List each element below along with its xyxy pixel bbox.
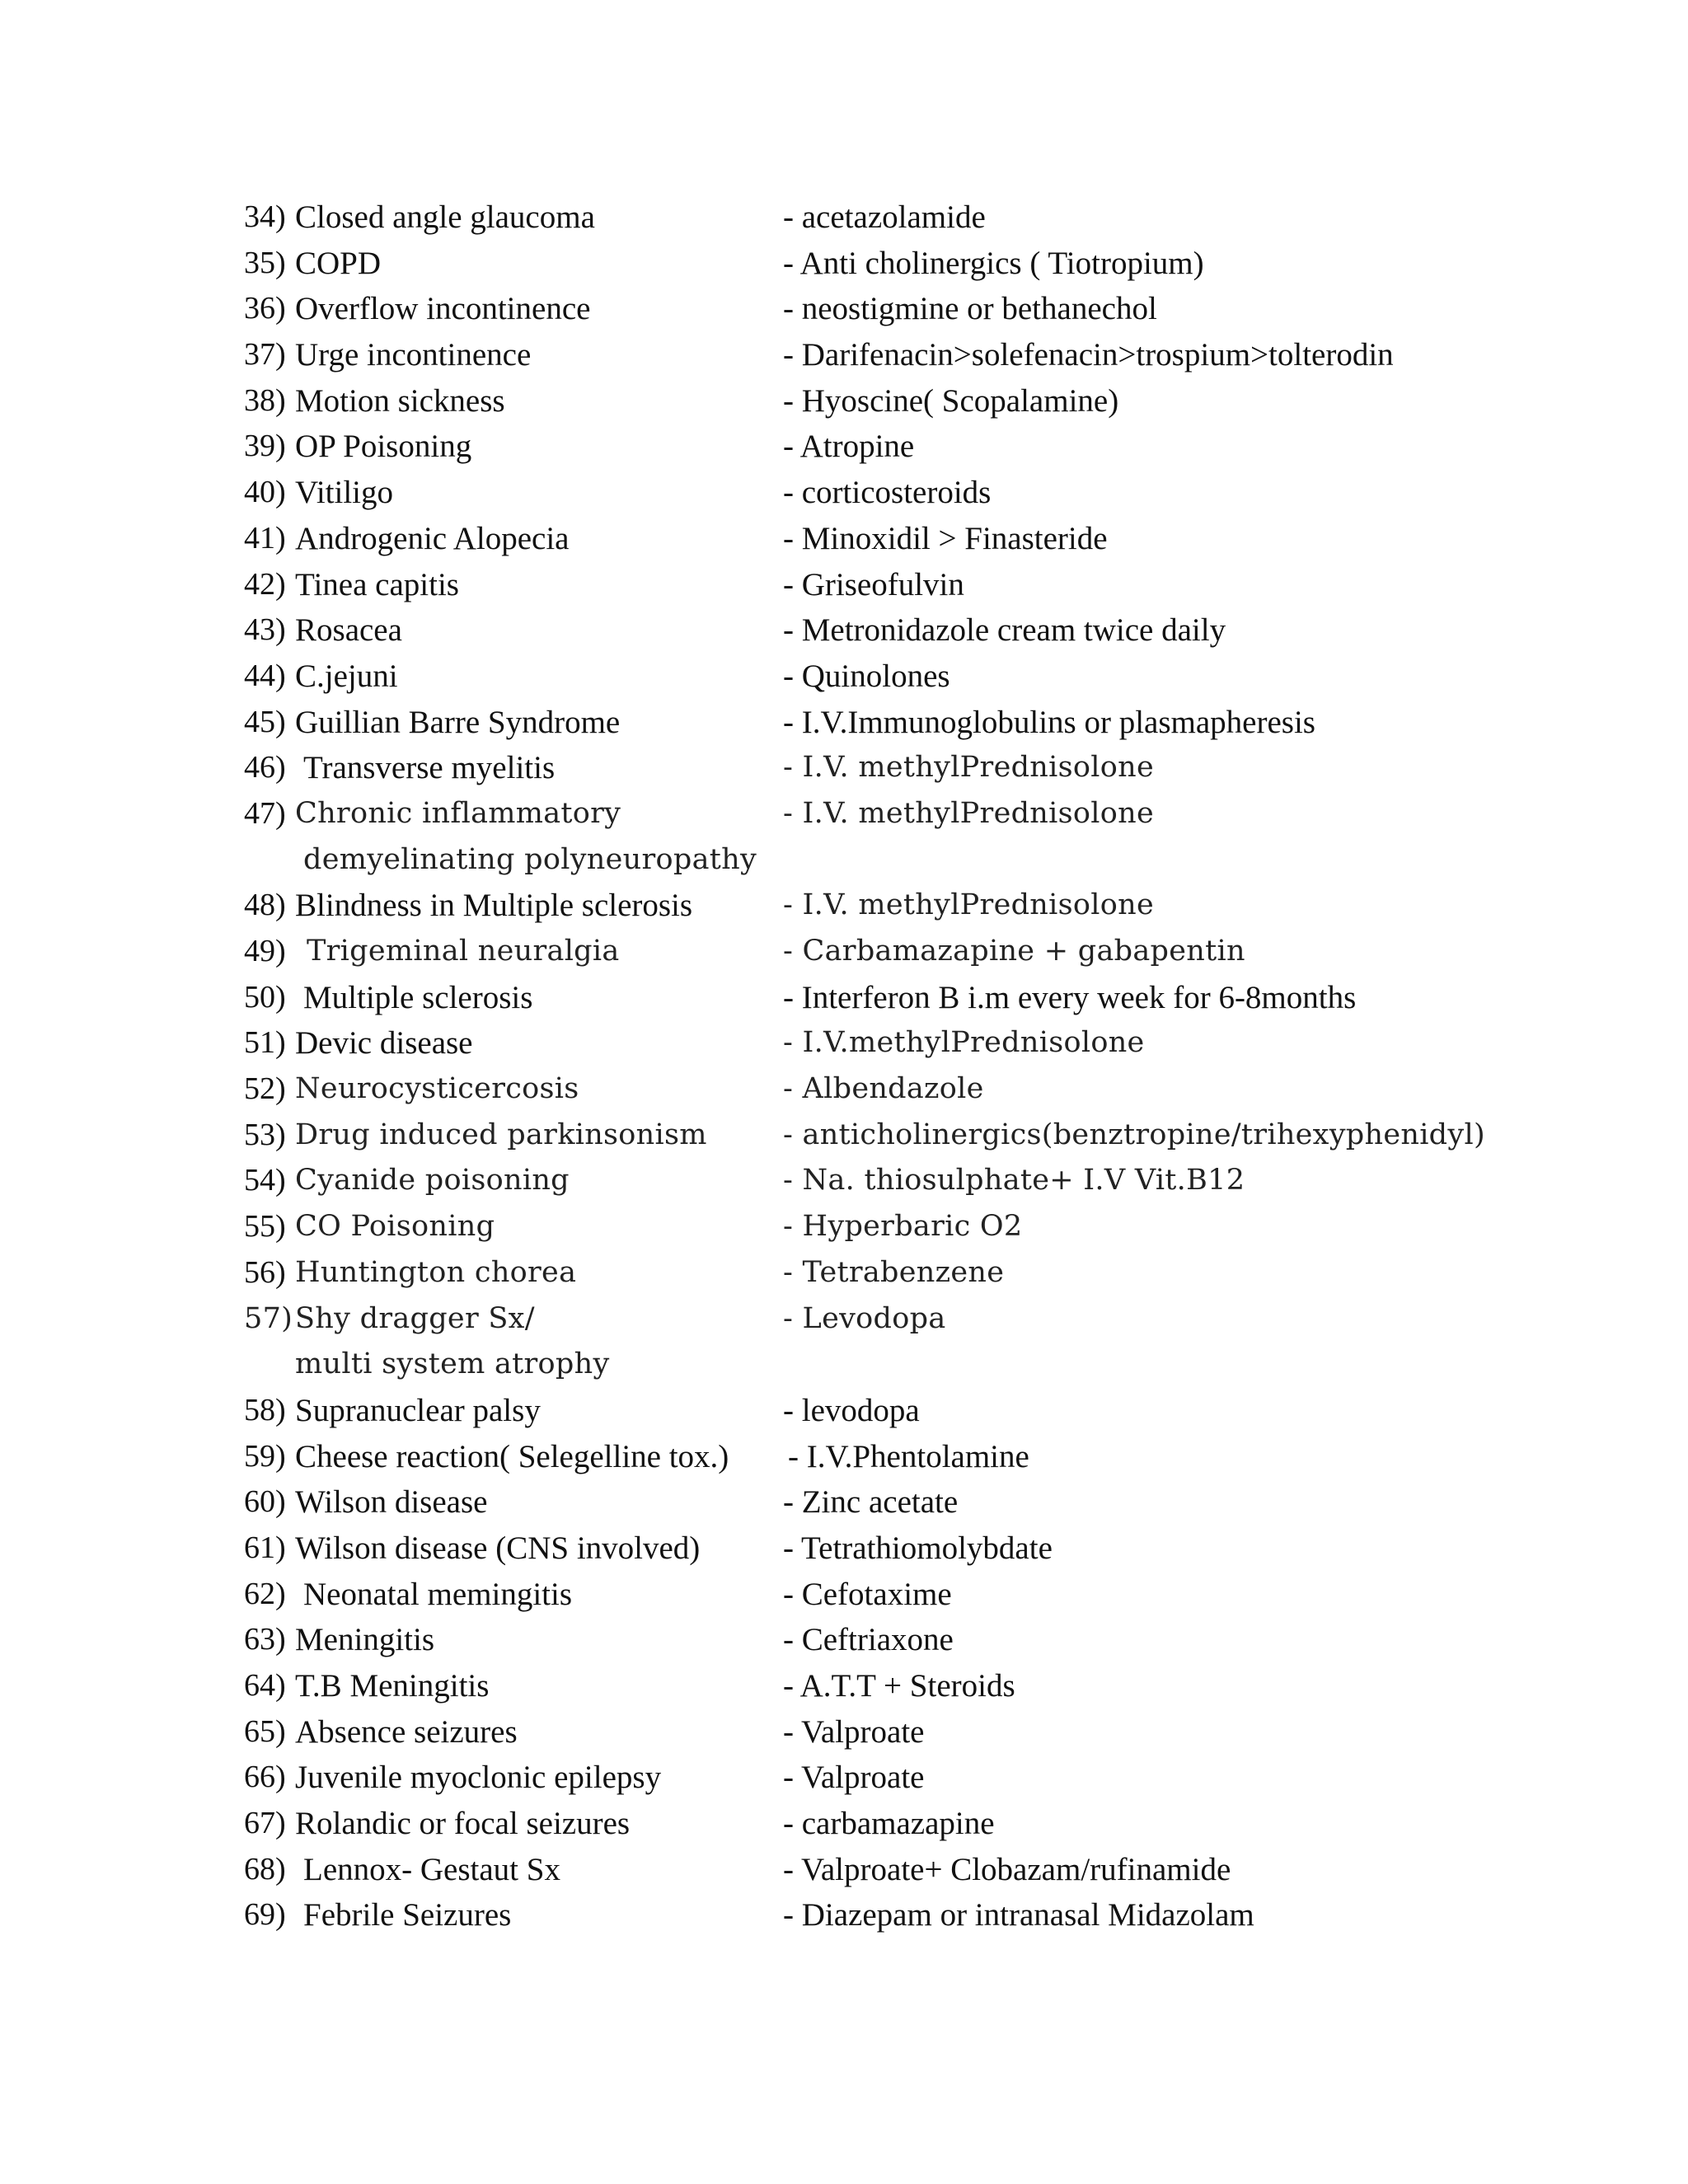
item-number: 66) (244, 1760, 286, 1795)
item-number: 60) (244, 1484, 286, 1520)
condition-text: Lennox- Gestaut Sx (303, 1851, 560, 1887)
condition-text: Neonatal memingitis (303, 1576, 573, 1612)
item-number: 52) (244, 1071, 286, 1107)
condition-text: Huntington chorea (295, 1255, 577, 1289)
condition-text: Tinea capitis (295, 566, 459, 602)
treatment-text: - Tetrathiomolybdate (783, 1530, 1053, 1566)
condition-text: Neurocysticercosis (295, 1072, 579, 1106)
item-number: 47) (244, 795, 286, 831)
list-item (244, 424, 1513, 470)
list-item (244, 929, 1513, 975)
condition-text: Guillian Barre Syndrome (295, 704, 621, 740)
item-number: 65) (244, 1713, 286, 1749)
list-item (244, 975, 1513, 1021)
list-item (244, 1250, 1513, 1296)
list-item (244, 1801, 1513, 1847)
treatment-text: - Minoxidil > Finasteride (783, 520, 1108, 556)
treatment-text: - Darifenacin>solefenacin>trospium>tolterodin (783, 337, 1394, 373)
condition-text: Androgenic Alopecia (295, 520, 570, 556)
item-number: 45) (244, 704, 286, 739)
item-number: 43) (244, 612, 286, 648)
condition-continuation-text: multi system atrophy (295, 1347, 610, 1381)
treatment-text: - Atropine (783, 429, 915, 465)
list-item (244, 1526, 1513, 1572)
list-item (244, 332, 1513, 378)
list-item (244, 1204, 1513, 1250)
treatment-text: - levodopa (783, 1392, 920, 1428)
treatment-text: - I.V. methylPrednisolone (783, 751, 1154, 785)
treatment-text: - Tetrabenzene (783, 1255, 1005, 1289)
list-item (244, 607, 1513, 654)
treatment-text: - Levodopa (783, 1301, 946, 1335)
list-item (244, 1479, 1513, 1526)
condition-text: Rosacea (295, 612, 402, 649)
item-number: 69) (244, 1897, 286, 1933)
item-number: 64) (244, 1668, 286, 1704)
condition-text: T.B Meningitis (295, 1668, 490, 1704)
item-number: 51) (244, 1025, 286, 1061)
treatment-text: - Valproate (783, 1760, 925, 1796)
item-number: 49) (244, 934, 286, 969)
list-item (244, 1892, 1513, 1938)
treatment-text: - I.V. methylPrednisolone (783, 796, 1154, 830)
list-item (244, 1388, 1513, 1434)
condition-text: Wilson disease (CNS involved) (295, 1530, 701, 1566)
condition-text: Cyanide poisoning (295, 1164, 570, 1197)
list-item (244, 654, 1513, 700)
list-item (244, 745, 1513, 791)
condition-text: CO Poisoning (295, 1210, 495, 1244)
treatment-text: - Interferon B i.m every week for 6-8months (783, 979, 1357, 1015)
treatment-text: - Cefotaxime (783, 1576, 952, 1612)
treatment-text: - I.V. methylPrednisolone (783, 888, 1154, 922)
condition-text: OP Poisoning (295, 429, 472, 465)
item-number: 46) (244, 750, 286, 785)
list-item (244, 1434, 1513, 1480)
item-number: 39) (244, 429, 286, 464)
treatment-text: - Albendazole (783, 1072, 984, 1106)
item-number: 35) (244, 245, 286, 280)
list-item (244, 1709, 1513, 1755)
item-number: 59) (244, 1438, 286, 1474)
treatment-text: - Hyoscine( Scopalamine) (783, 382, 1119, 419)
condition-text: Closed angle glaucoma (295, 199, 595, 235)
treatment-text: - acetazolamide (783, 199, 986, 235)
list-item (244, 1158, 1513, 1204)
item-number: 62) (244, 1576, 286, 1611)
treatment-text: - Valproate+ Clobazam/rufinamide (783, 1851, 1231, 1887)
treatment-text: - Carbamazapine + gabapentin (783, 935, 1245, 968)
condition-text: Transverse myelitis (303, 750, 556, 786)
list-item (244, 194, 1513, 241)
item-number: 58) (244, 1392, 286, 1427)
condition-text: Juvenile myoclonic epilepsy (295, 1760, 662, 1796)
condition-text: COPD (295, 245, 382, 281)
list-item (244, 1847, 1513, 1893)
treatment-text: - I.V.Immunoglobulins or plasmapheresis (783, 704, 1315, 740)
treatment-text: - Zinc acetate (783, 1484, 959, 1521)
list-item (244, 1113, 1513, 1159)
list-item (244, 1296, 1513, 1388)
treatment-text: - I.V.Phentolamine (788, 1438, 1029, 1474)
item-number: 53) (244, 1117, 286, 1152)
item-number: 40) (244, 475, 286, 510)
treatment-text: - Ceftriaxone (783, 1622, 954, 1658)
list-item (244, 516, 1513, 562)
list-item (244, 1020, 1513, 1066)
item-number: 37) (244, 337, 286, 373)
item-number: 55) (244, 1209, 286, 1244)
condition-text: Drug induced parkinsonism (295, 1118, 707, 1151)
item-number: 56) (244, 1254, 286, 1290)
item-number: 54) (244, 1163, 286, 1198)
condition-text: Devic disease (295, 1025, 473, 1062)
condition-text: Trigeminal neuralgia (307, 935, 620, 968)
item-number: 38) (244, 382, 286, 418)
list-item (244, 1066, 1513, 1113)
condition-text: Febrile Seizures (303, 1897, 512, 1933)
item-number: 50) (244, 979, 286, 1015)
item-number: 42) (244, 566, 286, 602)
condition-text: Meningitis (295, 1622, 435, 1658)
condition-text: Cheese reaction( Selegelline tox.) (295, 1438, 729, 1474)
item-number: 63) (244, 1622, 286, 1657)
treatment-text: - Valproate (783, 1713, 925, 1750)
condition-text: Absence seizures (295, 1713, 518, 1750)
item-number: 44) (244, 658, 286, 693)
treatment-text: - A.T.T + Steroids (783, 1668, 1015, 1704)
list-item (244, 286, 1513, 332)
treatment-text: - Diazepam or intranasal Midazolam (783, 1897, 1254, 1933)
list-item (244, 791, 1513, 883)
condition-text: C.jejuni (295, 658, 398, 694)
condition-text: Multiple sclerosis (303, 979, 533, 1015)
treatment-text: - Metronidazole cream twice daily (783, 612, 1226, 649)
item-number: 36) (244, 291, 286, 326)
treatment-text: - Anti cholinergics ( Tiotropium) (783, 245, 1204, 281)
treatment-text: - Na. thiosulphate+ I.V Vit.B12 (783, 1164, 1245, 1197)
item-number: 41) (244, 520, 286, 555)
list-item (244, 1755, 1513, 1801)
condition-text: Motion sickness (295, 382, 505, 419)
condition-text: Urge incontinence (295, 337, 532, 373)
list-item (244, 883, 1513, 929)
list-item (244, 241, 1513, 287)
condition-text: Chronic inflammatory (295, 796, 621, 830)
treatment-text: - I.V.methylPrednisolone (783, 1026, 1145, 1060)
treatment-text: - Hyperbaric O2 (783, 1210, 1023, 1244)
list-item (244, 1617, 1513, 1663)
condition-text: Wilson disease (295, 1484, 488, 1521)
treatment-text: - anticholinergics(benztropine/trihexyphenidyl) (783, 1118, 1485, 1151)
list-item (244, 1663, 1513, 1709)
list-item (244, 378, 1513, 424)
condition-text: Overflow incontinence (295, 291, 591, 327)
list-item (244, 562, 1513, 608)
item-number: 57) (244, 1301, 293, 1335)
condition-text: Supranuclear palsy (295, 1392, 541, 1428)
condition-text: Rolandic or focal seizures (295, 1806, 631, 1842)
condition-text: Vitiligo (295, 475, 393, 511)
item-number: 34) (244, 199, 286, 234)
treatment-text: - Quinolones (783, 658, 950, 694)
treatment-text: - Griseofulvin (783, 566, 964, 602)
item-number: 61) (244, 1530, 286, 1565)
item-number: 68) (244, 1851, 286, 1886)
condition-treatment-list (244, 194, 1513, 1938)
list-item (244, 700, 1513, 746)
treatment-text: - corticosteroids (783, 475, 992, 511)
list-item (244, 470, 1513, 516)
item-number: 48) (244, 888, 286, 923)
list-item (244, 1572, 1513, 1618)
treatment-text: - carbamazapine (783, 1806, 995, 1842)
item-number: 67) (244, 1806, 286, 1841)
condition-text: Shy dragger Sx/ (295, 1301, 535, 1335)
treatment-text: - neostigmine or bethanechol (783, 291, 1157, 327)
condition-text: Blindness in Multiple sclerosis (295, 888, 693, 924)
condition-continuation-text: demyelinating polyneuropathy (303, 842, 757, 876)
